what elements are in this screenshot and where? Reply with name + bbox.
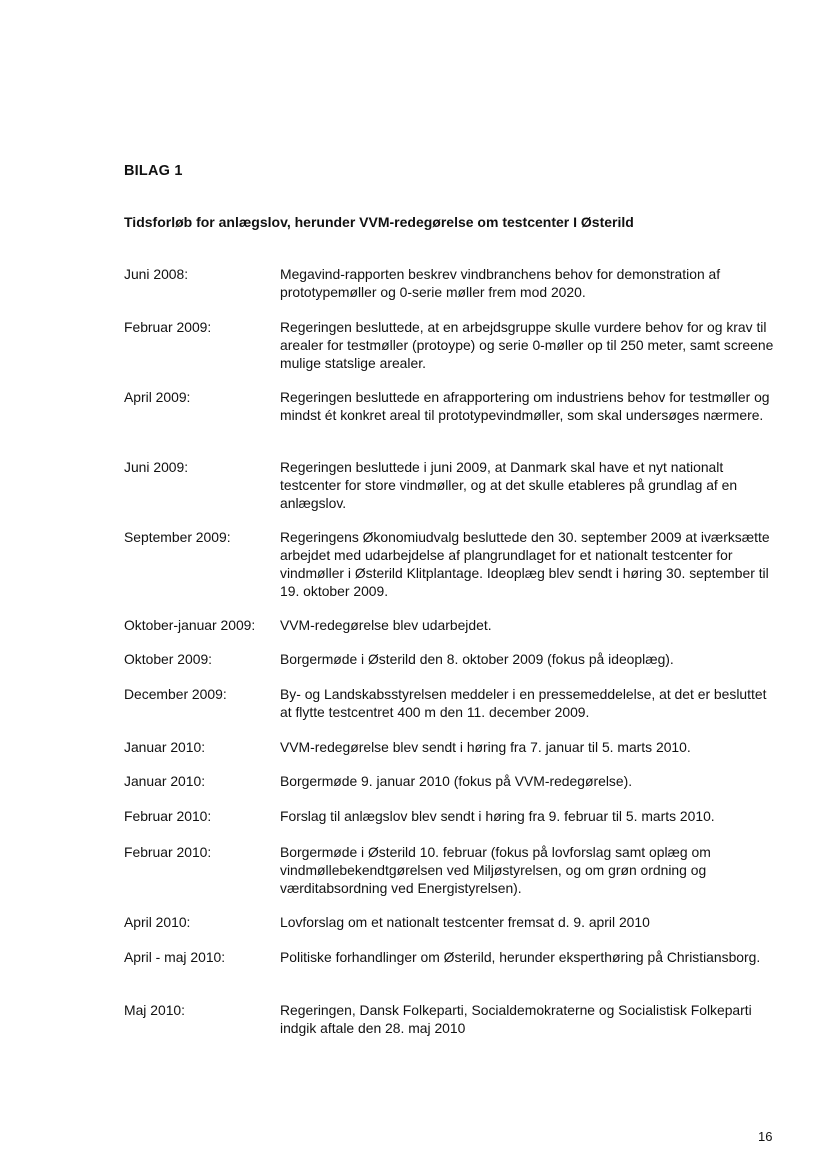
entry-text: Borgermøde i Østerild den 8. oktober 2009 (fokus på ideoplæg). — [280, 651, 674, 667]
entry-date: Maj 2010: — [124, 1002, 186, 1018]
entry-date: Oktober-januar 2009: — [124, 617, 256, 633]
entry-text: Regeringen, Dansk Folkeparti, Socialdemokraterne og Socialistisk Folkeparti indgik aftale den 28. maj 2010 — [280, 1002, 752, 1036]
page-number: 16 — [758, 1129, 773, 1144]
entry-text: Regeringens Økonomiudvalg besluttede den 30. september 2009 at iværksætte arbejdet med udarbejdelse af plangrundlaget for et nationalt testcenter for vindmøller i Østerild Klitplantage. Ideoplæg blev sendt i høring 30. september til 19. oktober 2009. — [280, 529, 770, 599]
appendix-heading: BILAG 1 — [124, 163, 183, 179]
entry-text: By- og Landskabsstyrelsen meddeler i en pressemeddelelse, at det er besluttet at flytte testcentret 400 m den 11. december 2009. — [280, 686, 767, 720]
entry-date: April 2010: — [124, 914, 191, 930]
entry-text: Borgermøde 9. januar 2010 (fokus på VVM-redegørelse). — [280, 773, 633, 789]
entry-date: April - maj 2010: — [124, 949, 226, 965]
entry-text: Lovforslag om et nationalt testcenter fremsat d. 9. april 2010 — [280, 914, 650, 930]
entry-date: Februar 2010: — [124, 844, 212, 860]
entry-date: Januar 2010: — [124, 773, 206, 789]
entry-text: Politiske forhandlinger om Østerild, herunder eksperthøring på Christiansborg. — [280, 949, 761, 965]
entry-text: VVM-redegørelse blev sendt i høring fra 7. januar til 5. marts 2010. — [280, 739, 691, 755]
entry-date: December 2009: — [124, 686, 227, 702]
entry-text: VVM-redegørelse blev udarbejdet. — [280, 617, 492, 633]
entry-date: Juni 2009: — [124, 459, 189, 475]
entry-date: Oktober 2009: — [124, 651, 213, 667]
entry-date: Februar 2009: — [124, 319, 212, 335]
entry-date: Juni 2008: — [124, 266, 189, 282]
entry-date: Februar 2010: — [124, 808, 212, 824]
entry-text: Forslag til anlægslov blev sendt i høring fra 9. februar til 5. marts 2010. — [280, 808, 715, 824]
entry-date: April 2009: — [124, 389, 191, 405]
entry-date: Januar 2010: — [124, 739, 206, 755]
entry-text: Regeringen besluttede en afrapportering om industriens behov for testmøller og mindst ét konkret areal til prototypevindmøller, som skal undersøges nærmere. — [280, 389, 770, 423]
entry-text: Borgermøde i Østerild 10. februar (fokus på lovforslag samt oplæg om vindmøllebekendtgørelsen ved Miljøstyrelsen, og om grøn ordning og værditabsordning ved Energistyrelsen). — [280, 844, 711, 896]
entry-text: Megavind-rapporten beskrev vindbranchens behov for demonstration af prototypemøller og 0-serie møller frem mod 2020. — [280, 266, 721, 300]
entry-date: September 2009: — [124, 529, 231, 545]
entry-text: Regeringen besluttede i juni 2009, at Danmark skal have et nyt nationalt testcenter for store vindmøller, og at det skulle etableres på grundlag af en anlægslov. — [280, 459, 738, 511]
entry-text: Regeringen besluttede, at en arbejdsgruppe skulle vurdere behov for og krav til arealer for testmøller (protoype) og serie 0-møller op til 250 meter, samt screene mulige statslige arealer. — [280, 319, 774, 371]
document-title: Tidsforløb for anlægslov, herunder VVM-redegørelse om testcenter I Østerild — [124, 214, 634, 230]
